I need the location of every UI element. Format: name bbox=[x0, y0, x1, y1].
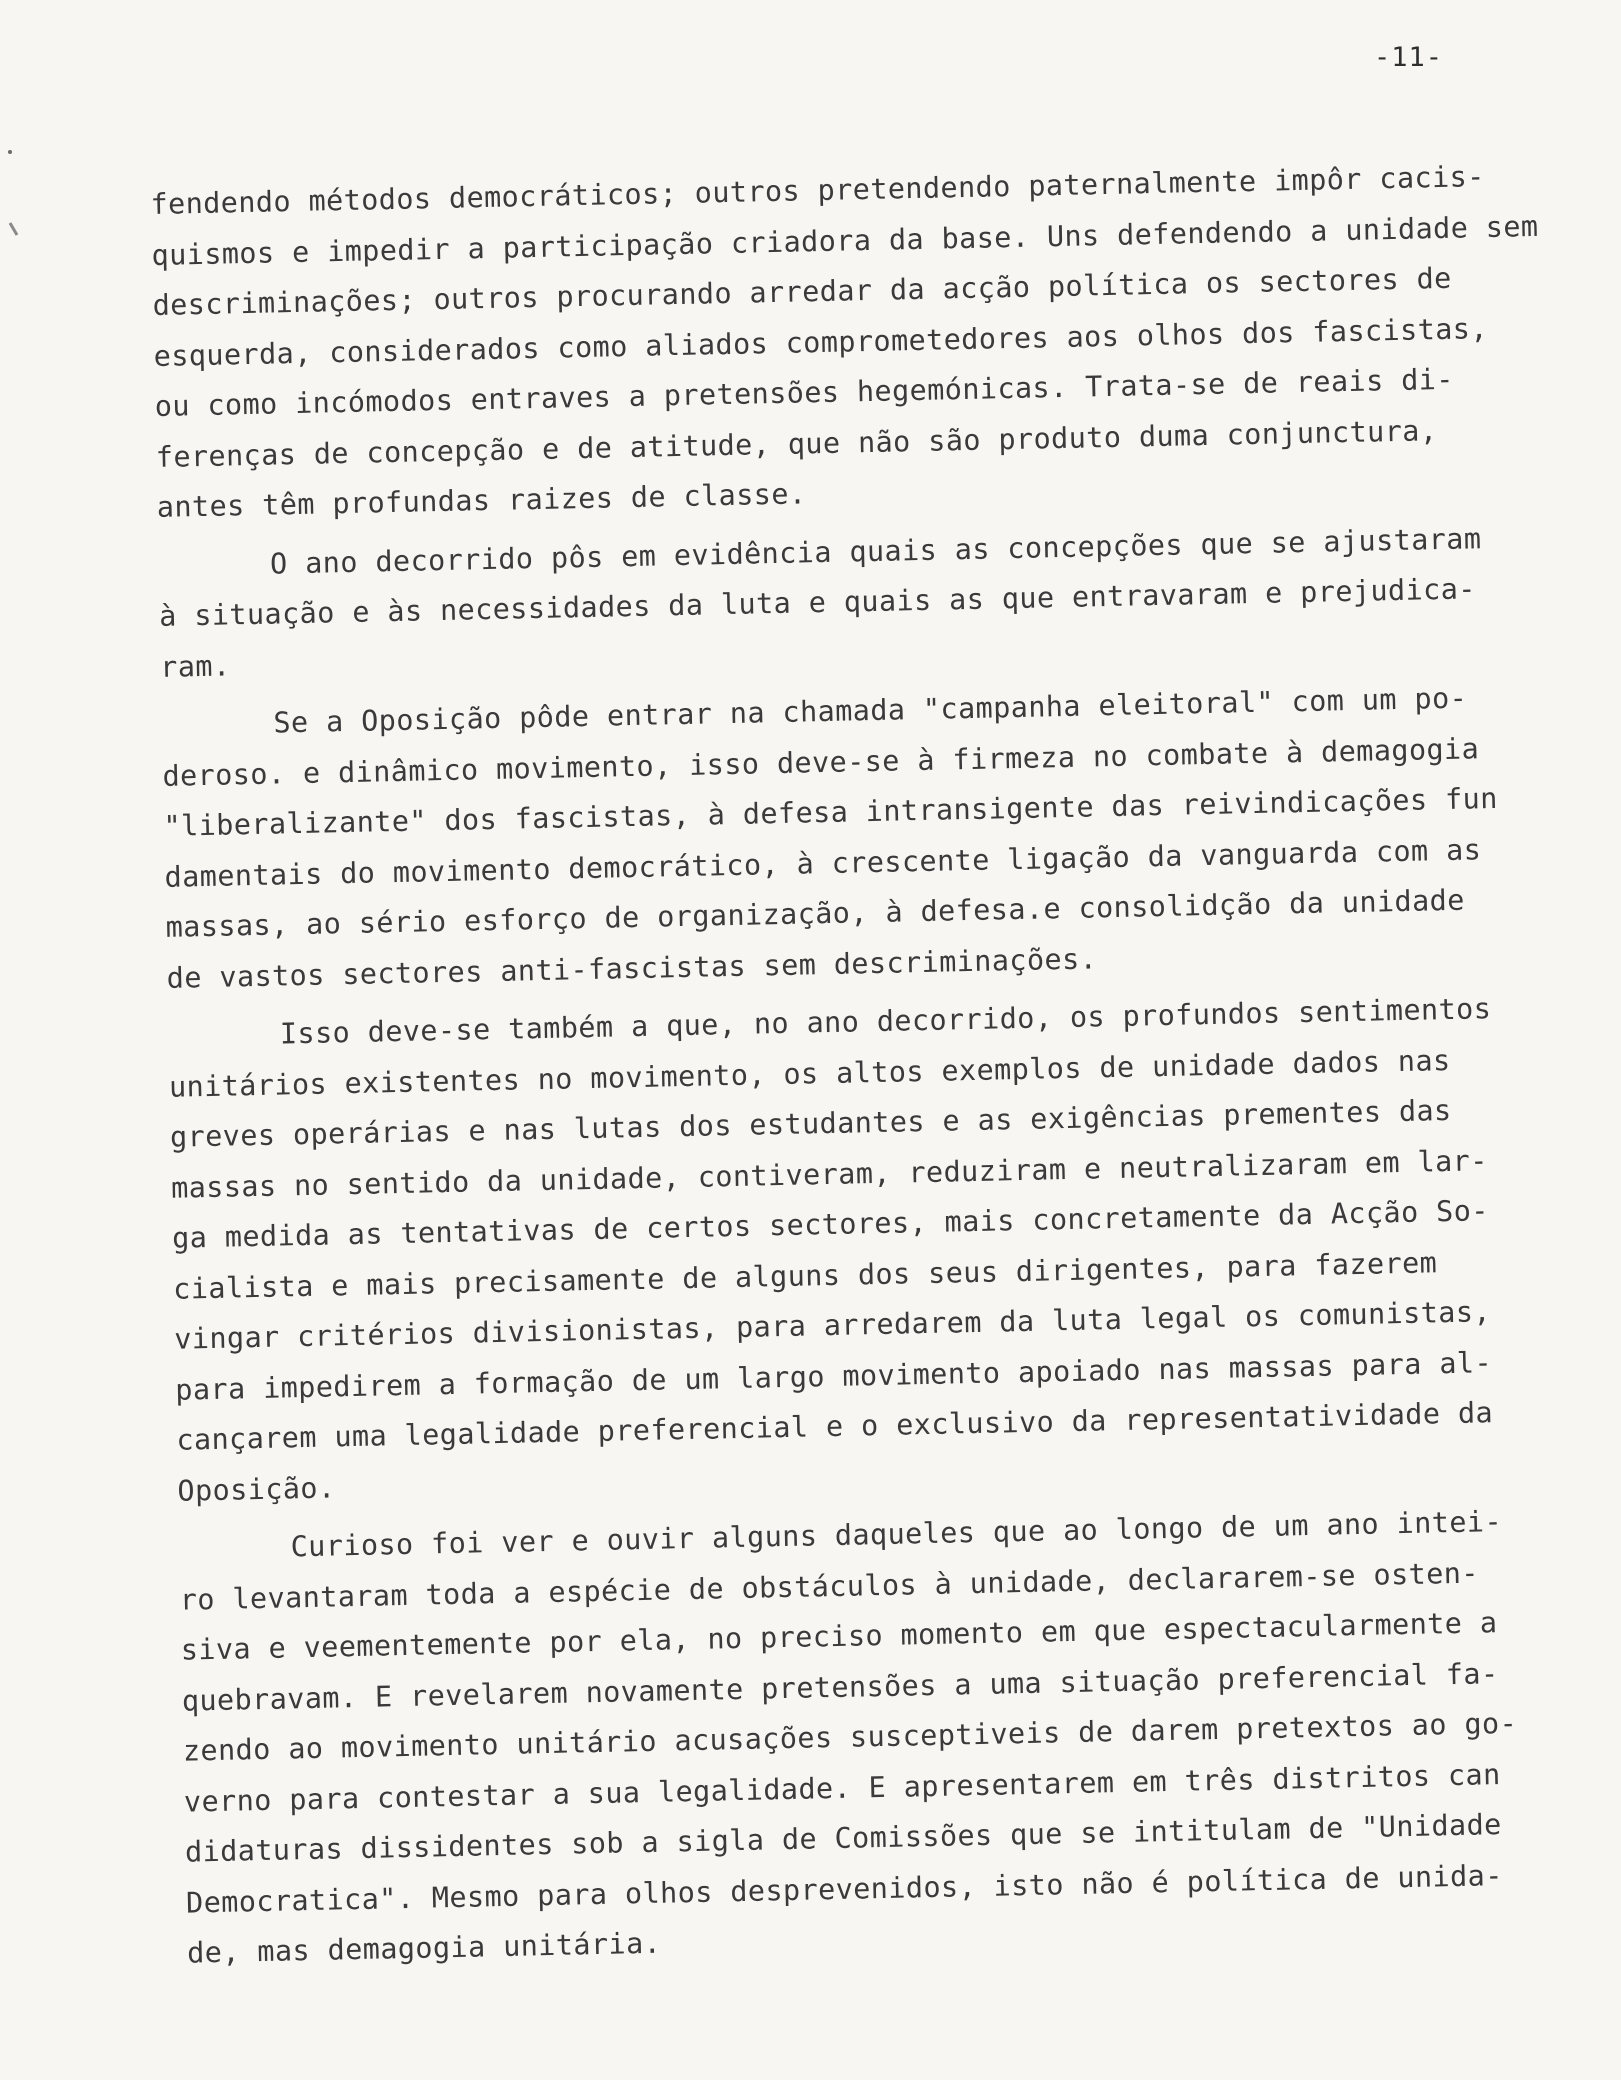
text-line: Democratica". Mesmo para olhos desprevenidos, isto não é política de unida- bbox=[185, 1858, 1504, 1920]
text-line: verno para contestar a sua legalidade. E apresentarem em três distritos can bbox=[183, 1757, 1501, 1819]
text-line: didaturas dissidentes sob a sigla de Comissões que se intitulam de "Unidade bbox=[184, 1808, 1502, 1869]
text-line: ferenças de concepção e de atitude, que não são produto duma conjunctura, bbox=[155, 413, 1438, 474]
text-line: Curioso foi ver e ouvir alguns daqueles que ao longo de um ano intei- bbox=[290, 1504, 1503, 1564]
text-line: quebravam. E revelarem novamente pretensões a uma situação preferencial fa- bbox=[181, 1656, 1499, 1718]
text-line: cançarem uma legalidade preferencial e o exclusivo da representatividade da bbox=[176, 1396, 1494, 1457]
text-line: massas, ao sério esforço de organização, à defesa.e consolidção da unidade bbox=[165, 883, 1466, 944]
text-line: Isso deve-se também a que, no ano decorrido, os profundos sentimentos bbox=[279, 992, 1492, 1051]
text-line: fendendo métodos democráticos; outros pretendendo paternalmente impôr cacis- bbox=[150, 160, 1486, 221]
paragraph-4 bbox=[167, 982, 1597, 1517]
text-line: descriminações; outros procurando arredar da acção política os sectores de bbox=[152, 261, 1453, 322]
text-line: à situação e às necessidades da luta e quais as que entravaram e prejudica- bbox=[158, 572, 1477, 633]
text-line: ga medida as tentativas de certos sectores, mais concretamente da Acção So- bbox=[171, 1194, 1490, 1255]
text-line: antes têm profundas raizes de classe. bbox=[156, 477, 807, 524]
text-line: cialista e mais precisamente de alguns dos seus dirigentes, para fazerem bbox=[172, 1245, 1438, 1306]
text-line: de, mas demagogia unitária. bbox=[186, 1926, 662, 1970]
paragraph-1 bbox=[150, 150, 1577, 533]
text-line: Se a Oposição pôde entrar na chamada "campanha eleitoral" com um po- bbox=[273, 681, 1468, 740]
paragraph-2 bbox=[158, 512, 1581, 693]
text-line: quismos e impedir a participação criadora da base. Uns defendendo a unidade sem bbox=[151, 209, 1539, 272]
text-line: "liberalizante" dos fascistas, à defesa intransigente das reivindicações fun bbox=[163, 781, 1499, 843]
text-line: siva e veementemente por ela, no preciso momento em que espectacularmente a bbox=[180, 1606, 1498, 1667]
text-line: massas no sentido da unidade, contiveram, reduziram e neutralizaram em lar- bbox=[170, 1143, 1489, 1205]
text-line: ro levantaram toda a espécie de obstáculos à unidade, declararem-se osten- bbox=[179, 1555, 1480, 1617]
text-line: zendo ao movimento unitário acusações susceptiveis de darem pretextos ao go- bbox=[182, 1706, 1518, 1768]
text-line: esquerda, considerados como aliados comprometedores aos olhos dos fascistas, bbox=[153, 311, 1489, 373]
text-line: ou como incómodos entraves a pretensões hegemónicas. Trata-se de reais di- bbox=[154, 362, 1455, 423]
text-line: para impedirem a formação de um largo movimento apoiado nas massas para al- bbox=[174, 1345, 1493, 1407]
paragraph-3 bbox=[161, 671, 1587, 1004]
margin-dot-mark bbox=[8, 150, 12, 154]
text-line: vingar critérios divisionistas, para arredarem da luta legal os comunistas, bbox=[173, 1295, 1492, 1356]
text-line: O ano decorrido pôs em evidência quais as concepções que se ajustaram bbox=[269, 521, 1482, 581]
text-line: ram. bbox=[159, 648, 231, 684]
margin-pen-mark bbox=[9, 222, 19, 236]
text-line: greves operárias e nas lutas dos estudantes e as exigências prementes das bbox=[169, 1093, 1452, 1154]
text-line: unitários existentes no movimento, os altos exemplos de unidade dados nas bbox=[168, 1043, 1451, 1104]
text-line: deroso. e dinâmico movimento, isso deve-se à firmeza no combate à demagogia bbox=[162, 731, 1480, 793]
page-number: -11- bbox=[1373, 42, 1443, 73]
paragraph-5 bbox=[178, 1495, 1607, 1979]
text-line: de vastos sectores anti-fascistas sem descriminações. bbox=[166, 941, 1098, 995]
text-line: damentais do movimento democrático, à crescente ligação da vanguarda com as bbox=[164, 832, 1482, 894]
body-text bbox=[150, 150, 1607, 1979]
text-line: Oposição. bbox=[177, 1470, 336, 1508]
